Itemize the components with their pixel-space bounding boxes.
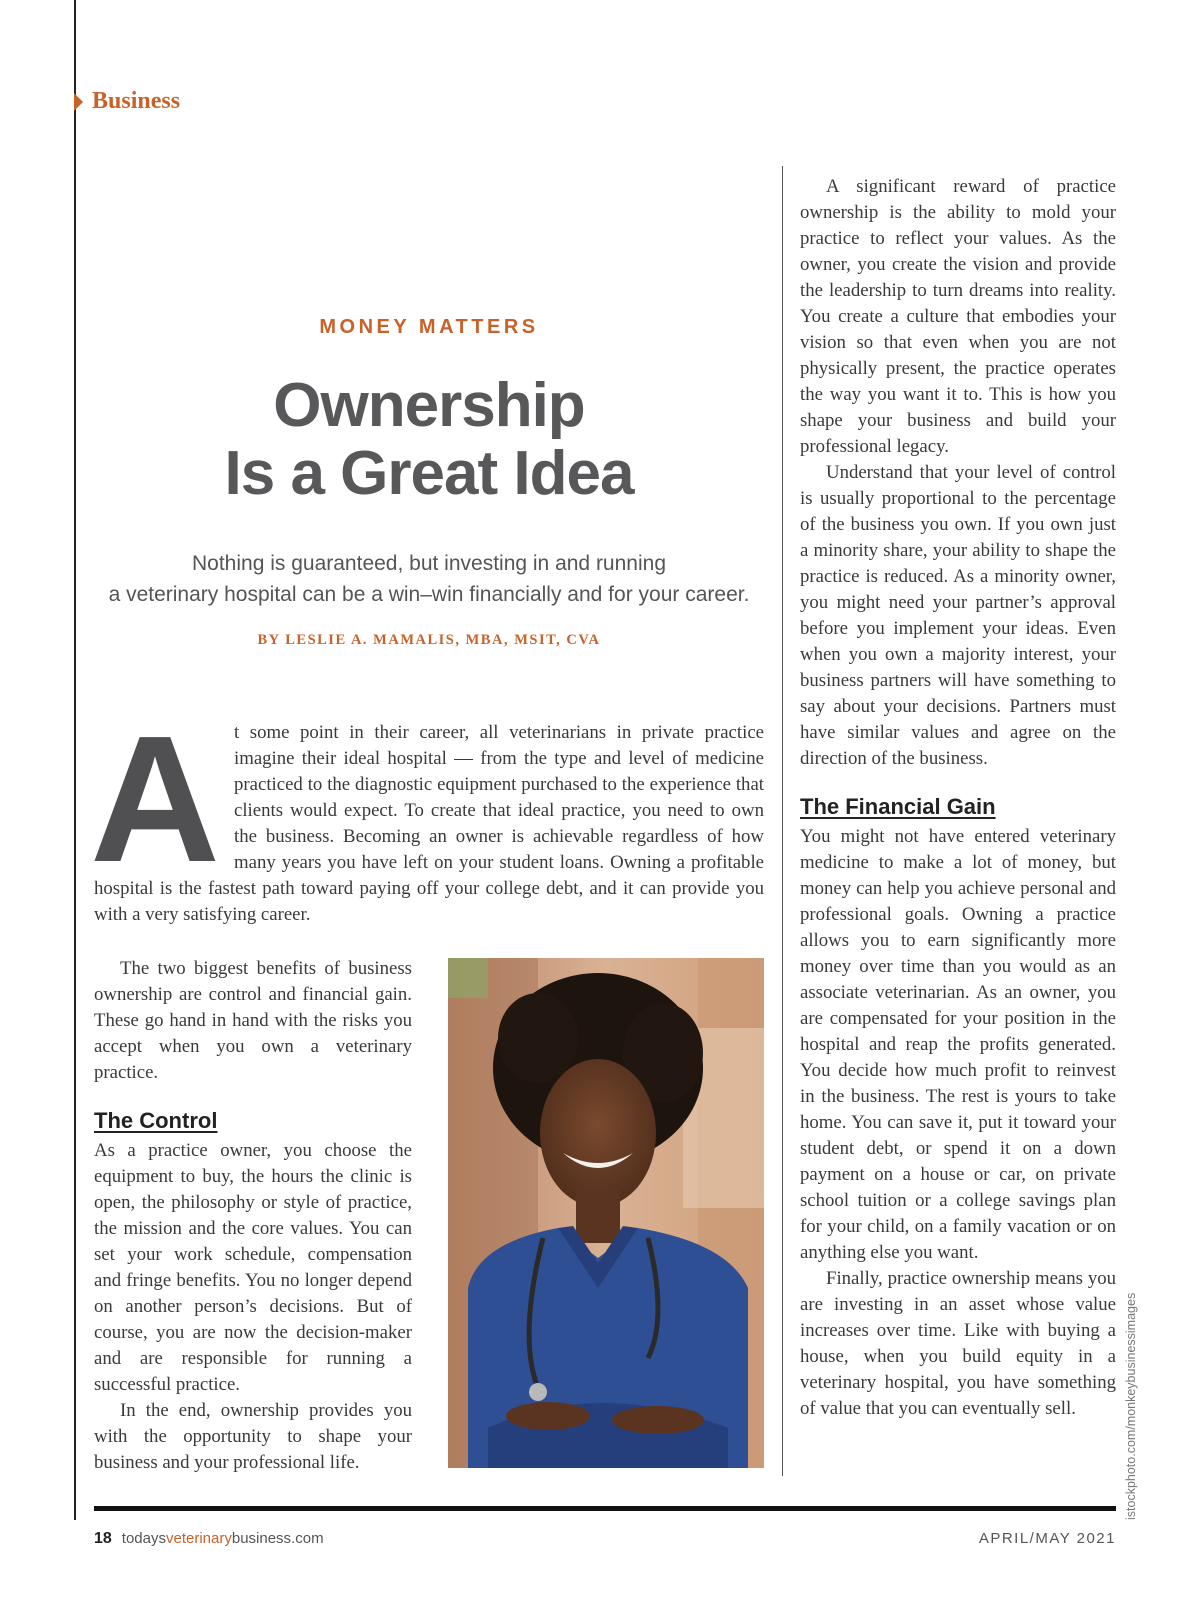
site-prefix: todays	[121, 1530, 166, 1547]
column-divider	[782, 166, 783, 1476]
photo-credit: istockphoto.com/monkeybusinessimages	[1124, 1292, 1138, 1520]
understand-paragraph: Understand that your level of control is usually proportional to the percentage of the business you own. If you own just a minority share, your ability to shape the practice is reduced. As a minority owner, you might need your partner’s approval before you implement your ideas. Even when you own a majority interest, your business partners will have something to say about your decisions. Partners must have similar values and agree on the direction of the business.	[800, 462, 1116, 769]
veterinarian-photo	[448, 958, 764, 1468]
article-headline	[94, 372, 764, 508]
intro-paragraph-block	[90, 699, 764, 928]
footer-folio	[94, 1530, 324, 1548]
control-paragraph-1: As a practice owner, you choose the equipment to buy, the hours the clinic is open, the philosophy or style of practice, the mission and the core values. You can set your work schedule, compensation and fringe benefits. You no longer depend on another person’s decisions. But of course, you are now the decision-maker and are responsible for running a successful practice.	[94, 1140, 412, 1395]
deck-line-2: a veterinary hospital can be a win–win financially and for your career.	[108, 583, 750, 606]
control-paragraph-2: In the end, ownership provides you with the opportunity to shape your business and your professional life.	[94, 1400, 412, 1473]
footer-rule	[94, 1506, 1116, 1511]
financial-paragraph: You might not have entered veterinary medicine to make a lot of money, but money can help you achieve personal and professional goals. Owning a practice allows you to earn significantly more money over time than you would as an associate veterinarian. As an owner, you are compensated for your position in the hospital and reap the profits generated. You decide how much profit to reinvest in the business. The rest is yours to take home. You can save it, put it toward your student debt, or spend it on a down payment on a house or car, on private school tuition or a college savings plan for your child, on a family vacation or on anything else you want.	[800, 826, 1116, 1263]
finally-paragraph: Finally, practice ownership means you are investing in an asset whose value increases over time. Like with buying a house, when you build equity in a veterinary hospital, you have something of value that you can eventually sell.	[800, 1268, 1116, 1419]
right-column	[800, 174, 1116, 1422]
section-label: Business	[92, 88, 181, 114]
intro-paragraph: t some point in their career, all veterinarians in private practice imagine their ideal hospital — from the type and level of medicine practiced to the diagnostic equipment purchased to the experience that clients would expect. To create that ideal practice, you need to own the business. Becoming an owner is achievable regardless of how many years you have left on your student loans. Owning a profitable hospital is the fastest path toward paying off your college debt, and it can provide you with a very satisfying career.	[94, 722, 764, 925]
article-byline: BY LESLIE A. MAMALIS, MBA, MSIT, CVA	[257, 632, 601, 648]
headline-line-2: Is a Great Idea	[224, 439, 634, 508]
control-subheading: The Control	[94, 1108, 218, 1133]
deck-line-1: Nothing is guaranteed, but investing in and running	[192, 552, 666, 575]
triangle-marker-icon	[74, 93, 83, 111]
page-number: 18	[94, 1530, 112, 1547]
reward-paragraph: A significant reward of practice ownership is the ability to mold your practice to reflect your values. As the owner, you create the vision and provide the leadership to turn dreams into reality. You create a culture that embodies your vision so that even when you are not physically present, the practice operates the way you want it to. This is how you shape your business and build your professional legacy.	[800, 176, 1116, 457]
site-accent: veterinary	[166, 1530, 232, 1547]
article-deck	[94, 548, 764, 610]
section-tag	[74, 88, 180, 115]
left-margin-rule	[74, 0, 76, 1520]
site-suffix: business.com	[231, 1530, 324, 1547]
financial-subheading: The Financial Gain	[800, 794, 996, 819]
article-kicker: MONEY MATTERS	[319, 316, 539, 338]
benefits-paragraph: The two biggest benefits of business ownership are control and financial gain. These go hand in hand with the risks you accept when you own a veterinary practice.	[94, 958, 412, 1083]
drop-cap: A	[90, 699, 220, 900]
left-column	[94, 956, 412, 1476]
headline-line-1: Ownership	[273, 371, 585, 440]
issue-date: APRIL/MAY 2021	[978, 1530, 1116, 1547]
